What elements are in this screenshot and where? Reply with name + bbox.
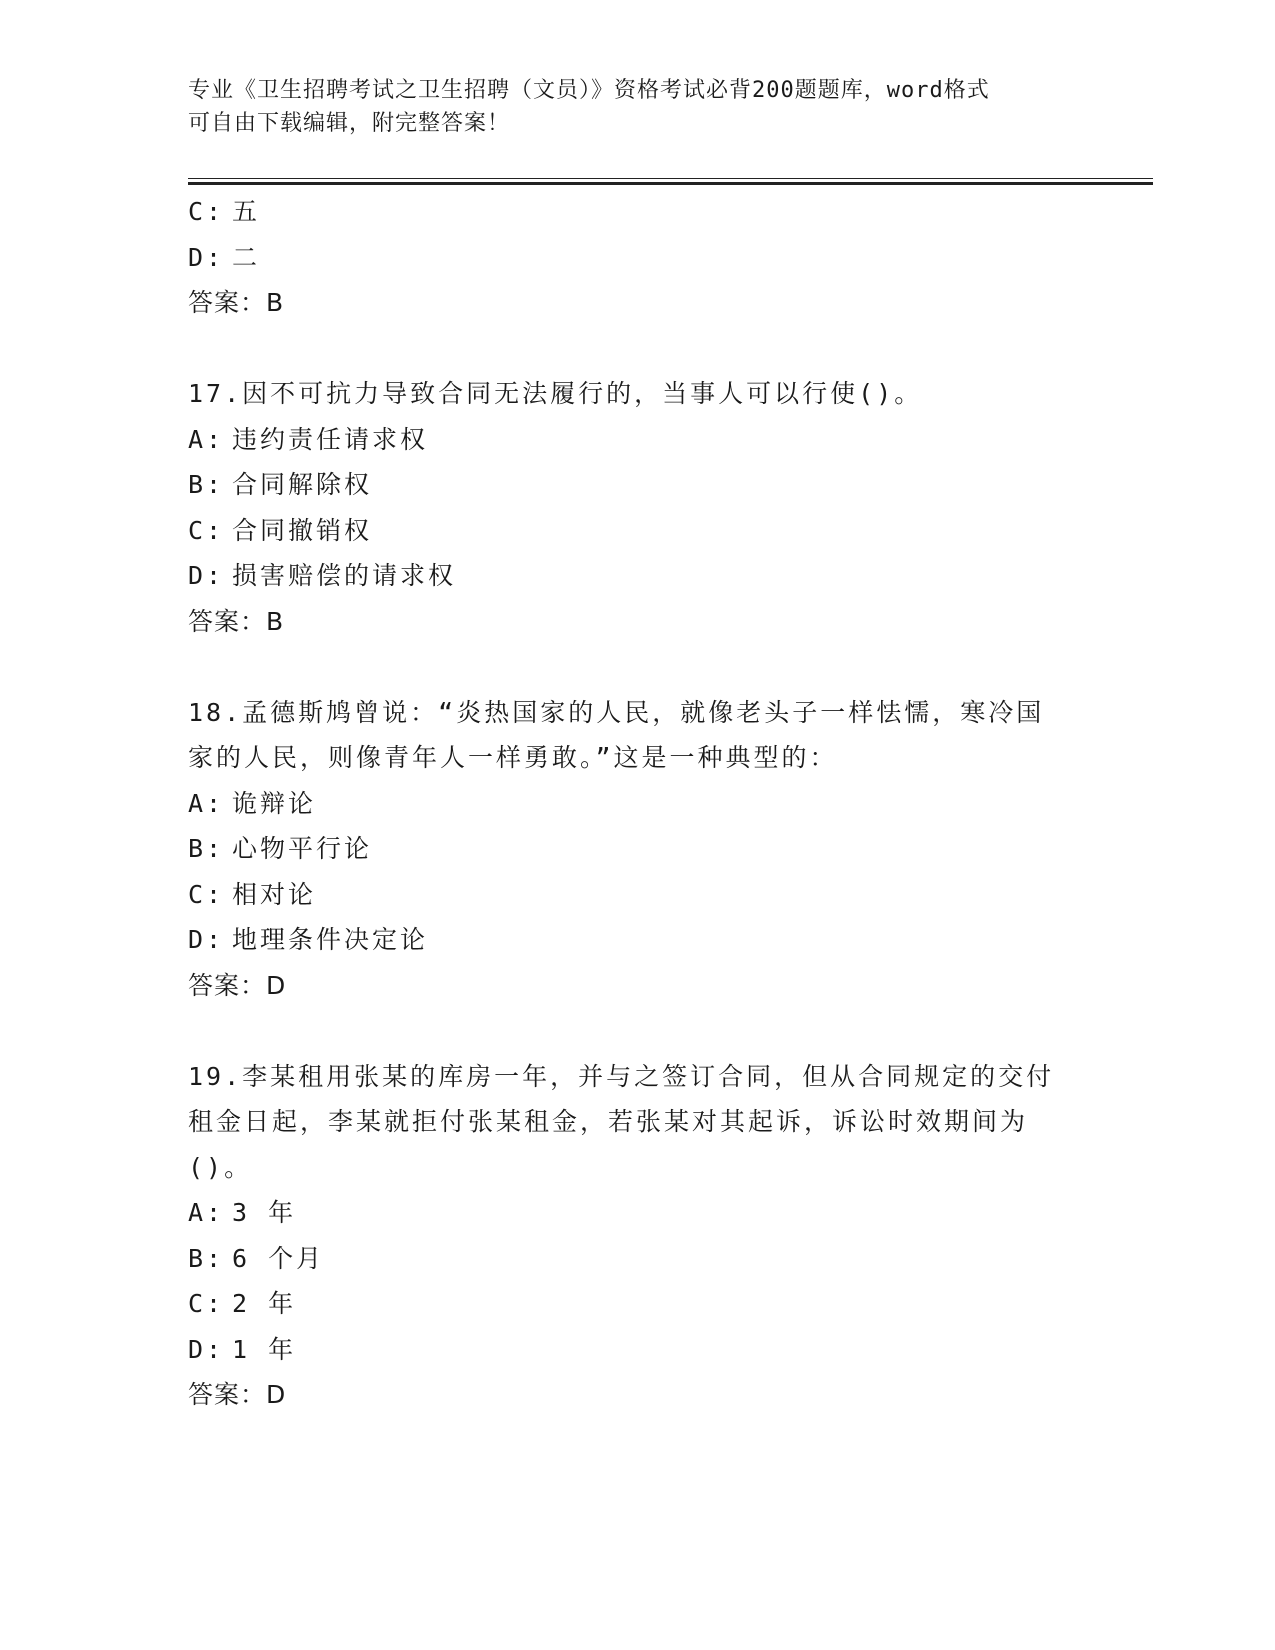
header-divider-thick (188, 182, 1153, 185)
option-c (188, 1281, 1068, 1327)
option-text: 二 (232, 242, 261, 272)
option-d (188, 1327, 1068, 1373)
option-text: 1 年 (232, 1334, 297, 1364)
option-label: D: (188, 242, 225, 272)
question-text: 李某租用张某的库房一年，并与之签订合同，但从合同规定的交付 (242, 1061, 1055, 1091)
question-content (188, 189, 1068, 1418)
question-19-text-line-3: ()。 (188, 1152, 253, 1182)
option-label: C: (188, 515, 225, 545)
option-a (188, 417, 1068, 463)
document-header (188, 74, 1088, 140)
question-18-text-line-1 (188, 690, 1068, 736)
option-d (188, 553, 1068, 599)
question-number: 19. (188, 1061, 243, 1091)
answer-line: 答案：B (188, 606, 285, 636)
option-c (188, 508, 1068, 554)
document-page (188, 0, 1148, 1650)
option-text: 地理条件决定论 (232, 925, 429, 954)
option-a (188, 1190, 1068, 1236)
answer-line: 答案：B (188, 288, 285, 317)
option-d (188, 235, 1068, 281)
question-number: 17. (188, 379, 243, 408)
option-label: C: (188, 197, 225, 226)
option-label: D: (188, 1334, 225, 1364)
option-label: A: (188, 424, 225, 454)
question-text: 因不可抗力导致合同无法履行的，当事人可以行使()。 (242, 379, 923, 408)
option-a (188, 781, 1068, 827)
answer-line: 答案：D (188, 970, 287, 1000)
option-c (188, 189, 1068, 235)
option-label: B: (188, 1243, 225, 1273)
option-text: 五 (232, 197, 261, 226)
option-text: 2 年 (232, 1289, 297, 1318)
option-d (188, 917, 1068, 963)
question-text: 孟德斯鸠曾说：“炎热国家的人民，就像老头子一样怯懦，寒冷国 (242, 697, 1045, 727)
option-text: 合同撤销权 (232, 515, 373, 545)
answer-line: 答案：D (188, 1380, 287, 1409)
option-label: C: (188, 1289, 225, 1318)
question-17-text (188, 371, 1068, 417)
option-label: A: (188, 1198, 225, 1227)
question-18-text-line-2: 家的人民，则像青年人一样勇敢。”这是一种典型的： (188, 743, 838, 772)
option-c (188, 872, 1068, 918)
option-text: 损害赔偿的请求权 (232, 561, 457, 590)
option-label: D: (188, 925, 225, 954)
option-text: 6 个月 (232, 1243, 325, 1273)
header-divider-thin (188, 178, 1153, 179)
option-label: A: (188, 788, 225, 818)
option-b (188, 1236, 1068, 1282)
option-text: 相对论 (232, 879, 317, 909)
question-number: 18. (188, 697, 243, 727)
header-title-line-2: 可自由下载编辑，附完整答案！ (188, 111, 511, 136)
option-text: 诡辩论 (232, 788, 317, 818)
option-label: B: (188, 470, 225, 499)
question-19-text-line-1 (188, 1054, 1068, 1100)
option-text: 3 年 (232, 1198, 297, 1227)
option-label: C: (188, 879, 225, 909)
option-label: B: (188, 834, 225, 863)
option-label: D: (188, 561, 225, 590)
option-text: 违约责任请求权 (232, 424, 429, 454)
option-text: 心物平行论 (232, 834, 373, 863)
question-19-text-line-2: 租金日起，李某就拒付张某租金，若张某对其起诉，诉讼时效期间为 (188, 1107, 1029, 1136)
header-title-line-1: 专业《卫生招聘考试之卫生招聘（文员）》资格考试必背200题题库，word格式 (188, 78, 990, 103)
option-b (188, 826, 1068, 872)
option-text: 合同解除权 (232, 470, 373, 499)
option-b (188, 462, 1068, 508)
